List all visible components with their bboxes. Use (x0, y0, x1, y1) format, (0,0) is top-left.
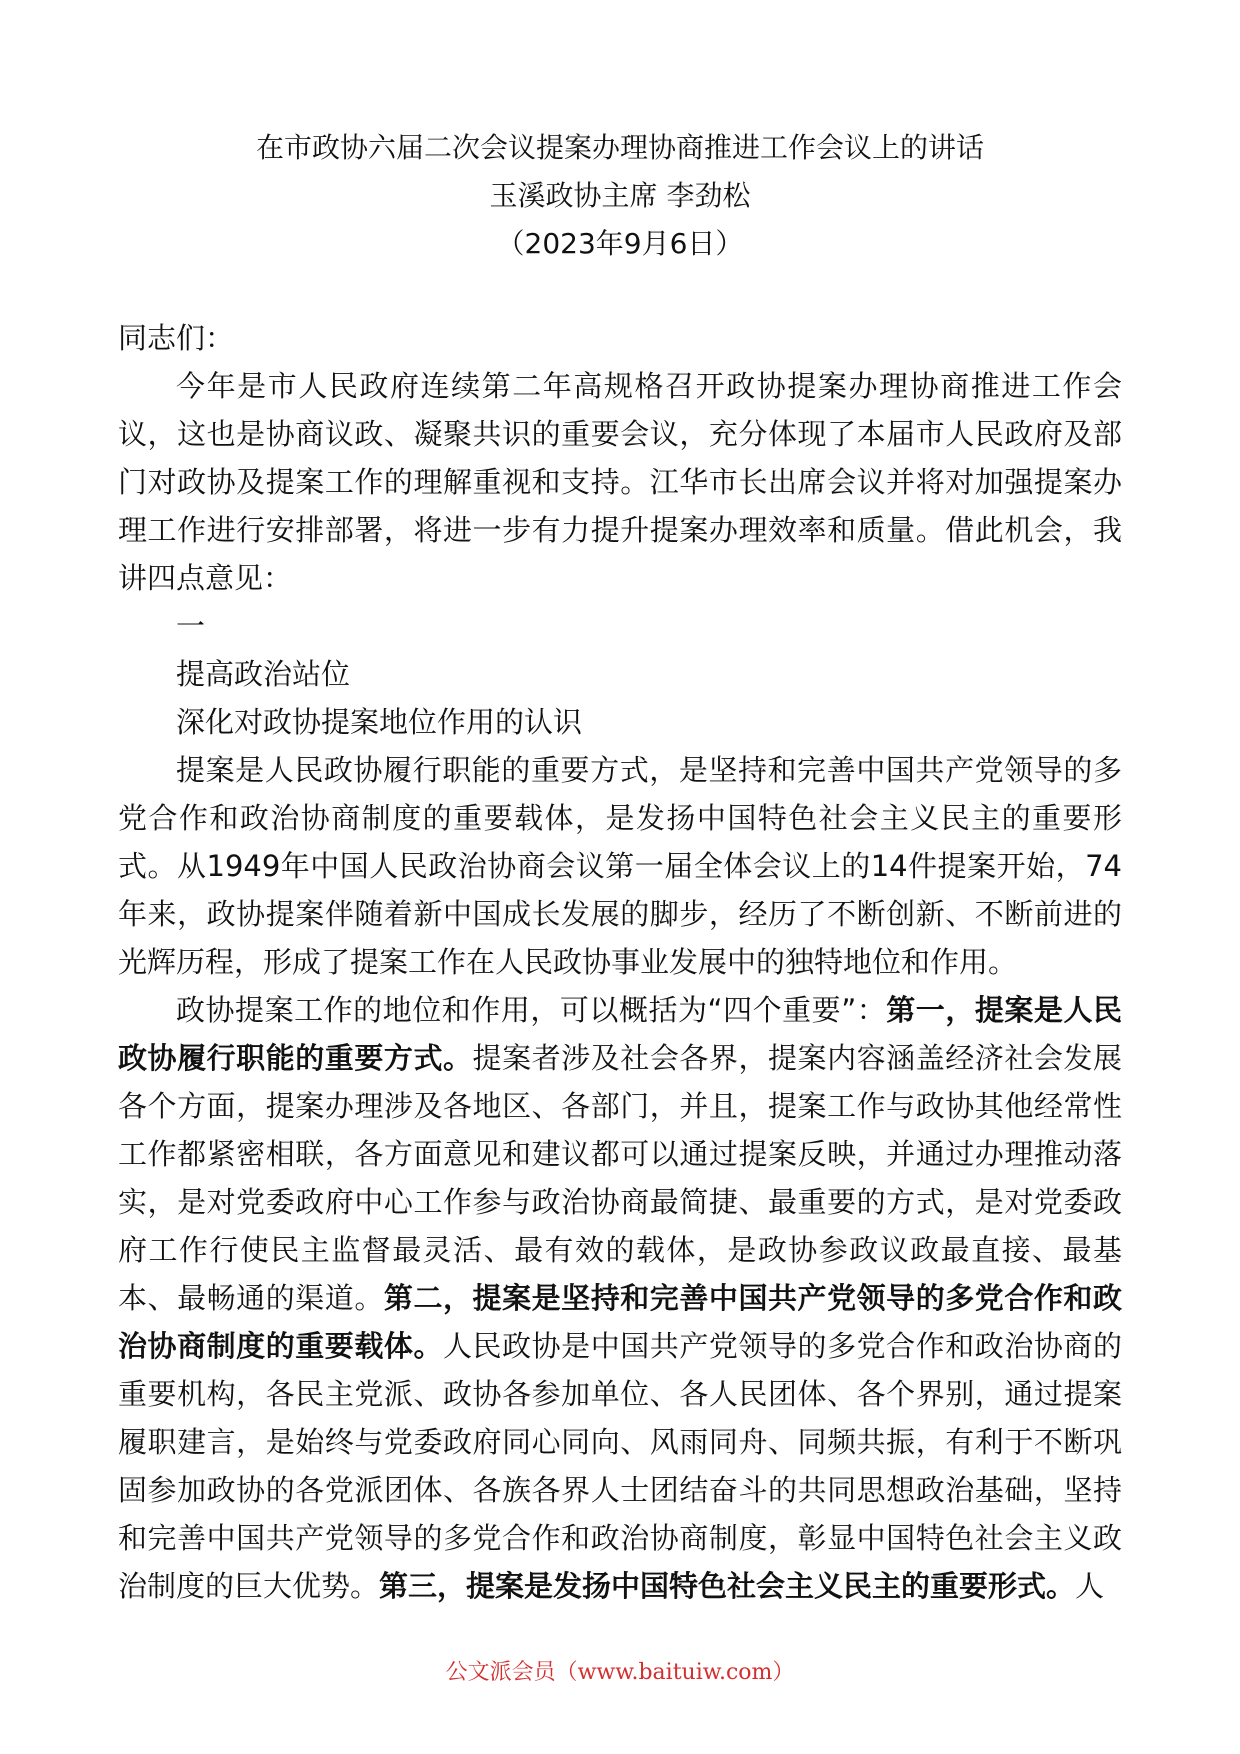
paragraph-four-importances (118, 986, 1122, 1610)
speaker-line: 玉溪政协主席 李劲松 (489, 179, 751, 212)
date-line: （2023年9月6日） (496, 227, 744, 260)
section-subtitle: 深化对政协提案地位作用的认识 (176, 705, 583, 739)
footer-watermark: 公文派会员（www.baituiw.com） (445, 1660, 795, 1685)
point-two-text: 人民政协是中国共产党领导的多党合作和政治协商的重要机构，各民主党派、政协各参加单位、各人民团体、各个界别，通过提案履职建言，是始终与党委政府同心同向、风雨同舟、同频共振，有利于不断巩固参加政协的各党派团体、各族各界人士团结奋斗的共同思想政治基础，坚持和完善中国共产党领导的多党合作和政治协商制度，彰显中国特色社会主义政治制度的巨大优势。 (118, 1329, 1122, 1603)
point-one-heading: 第一，提案是人民政协履行职能的重要方式。 (118, 993, 1122, 1075)
point-three-text: 人 (1075, 1569, 1105, 1603)
paragraph-proposal-role: 提案是人民政协履行职能的重要方式，是坚持和完善中国共产党领导的多党合作和政治协商制度的重要载体，是发扬中国特色社会主义民主的重要形式。从1949年中国人民政治协商会议第一届全体会议上的14件提案开始，74年来，政协提案伴随着新中国成长发展的脚步，经历了不断创新、不断前进的光辉历程，形成了提案工作在人民政协事业发展中的独特地位和作用。 (118, 753, 1122, 979)
section-title: 提高政治站位 (176, 657, 351, 691)
point-three-heading: 第三，提案是发扬中国特色社会主义民主的重要形式。 (379, 1569, 1076, 1603)
section-number: 一 (176, 609, 206, 643)
paragraph-intro: 今年是市人民政府连续第二年高规格召开政协提案办理协商推进工作会议，这也是协商议政、凝聚共识的重要会议，充分体现了本届市人民政府及部门对政协及提案工作的理解重视和支持。江华市长出席会议并将对加强提案办理工作进行安排部署，将进一步有力提升提案办理效率和质量。借此机会，我讲四点意见： (118, 369, 1122, 595)
point-two-heading: 第二，提案是坚持和完善中国共产党领导的多党合作和政治协商制度的重要载体。 (118, 1281, 1122, 1363)
salutation: 同志们： (118, 321, 235, 355)
document-body (118, 314, 1122, 1610)
point-one-text: 提案者涉及社会各界，提案内容涵盖经济社会发展各个方面，提案办理涉及各地区、各部门，并且，提案工作与政协其他经常性工作都紧密相联，各方面意见和建议都可以通过提案反映，并通过办理推动落实，是对党委政府中心工作参与政治协商最简捷、最重要的方式，是对党委政府工作行使民主监督最灵活、最有效的载体，是政协参政议政最直接、最基本、最畅通的渠道。 (118, 1041, 1122, 1315)
four-importances-intro: 政协提案工作的地位和作用，可以概括为“四个重要”： (176, 993, 887, 1027)
document-title: 在市政协六届二次会议提案办理协商推进工作会议上的讲话 (255, 131, 984, 164)
